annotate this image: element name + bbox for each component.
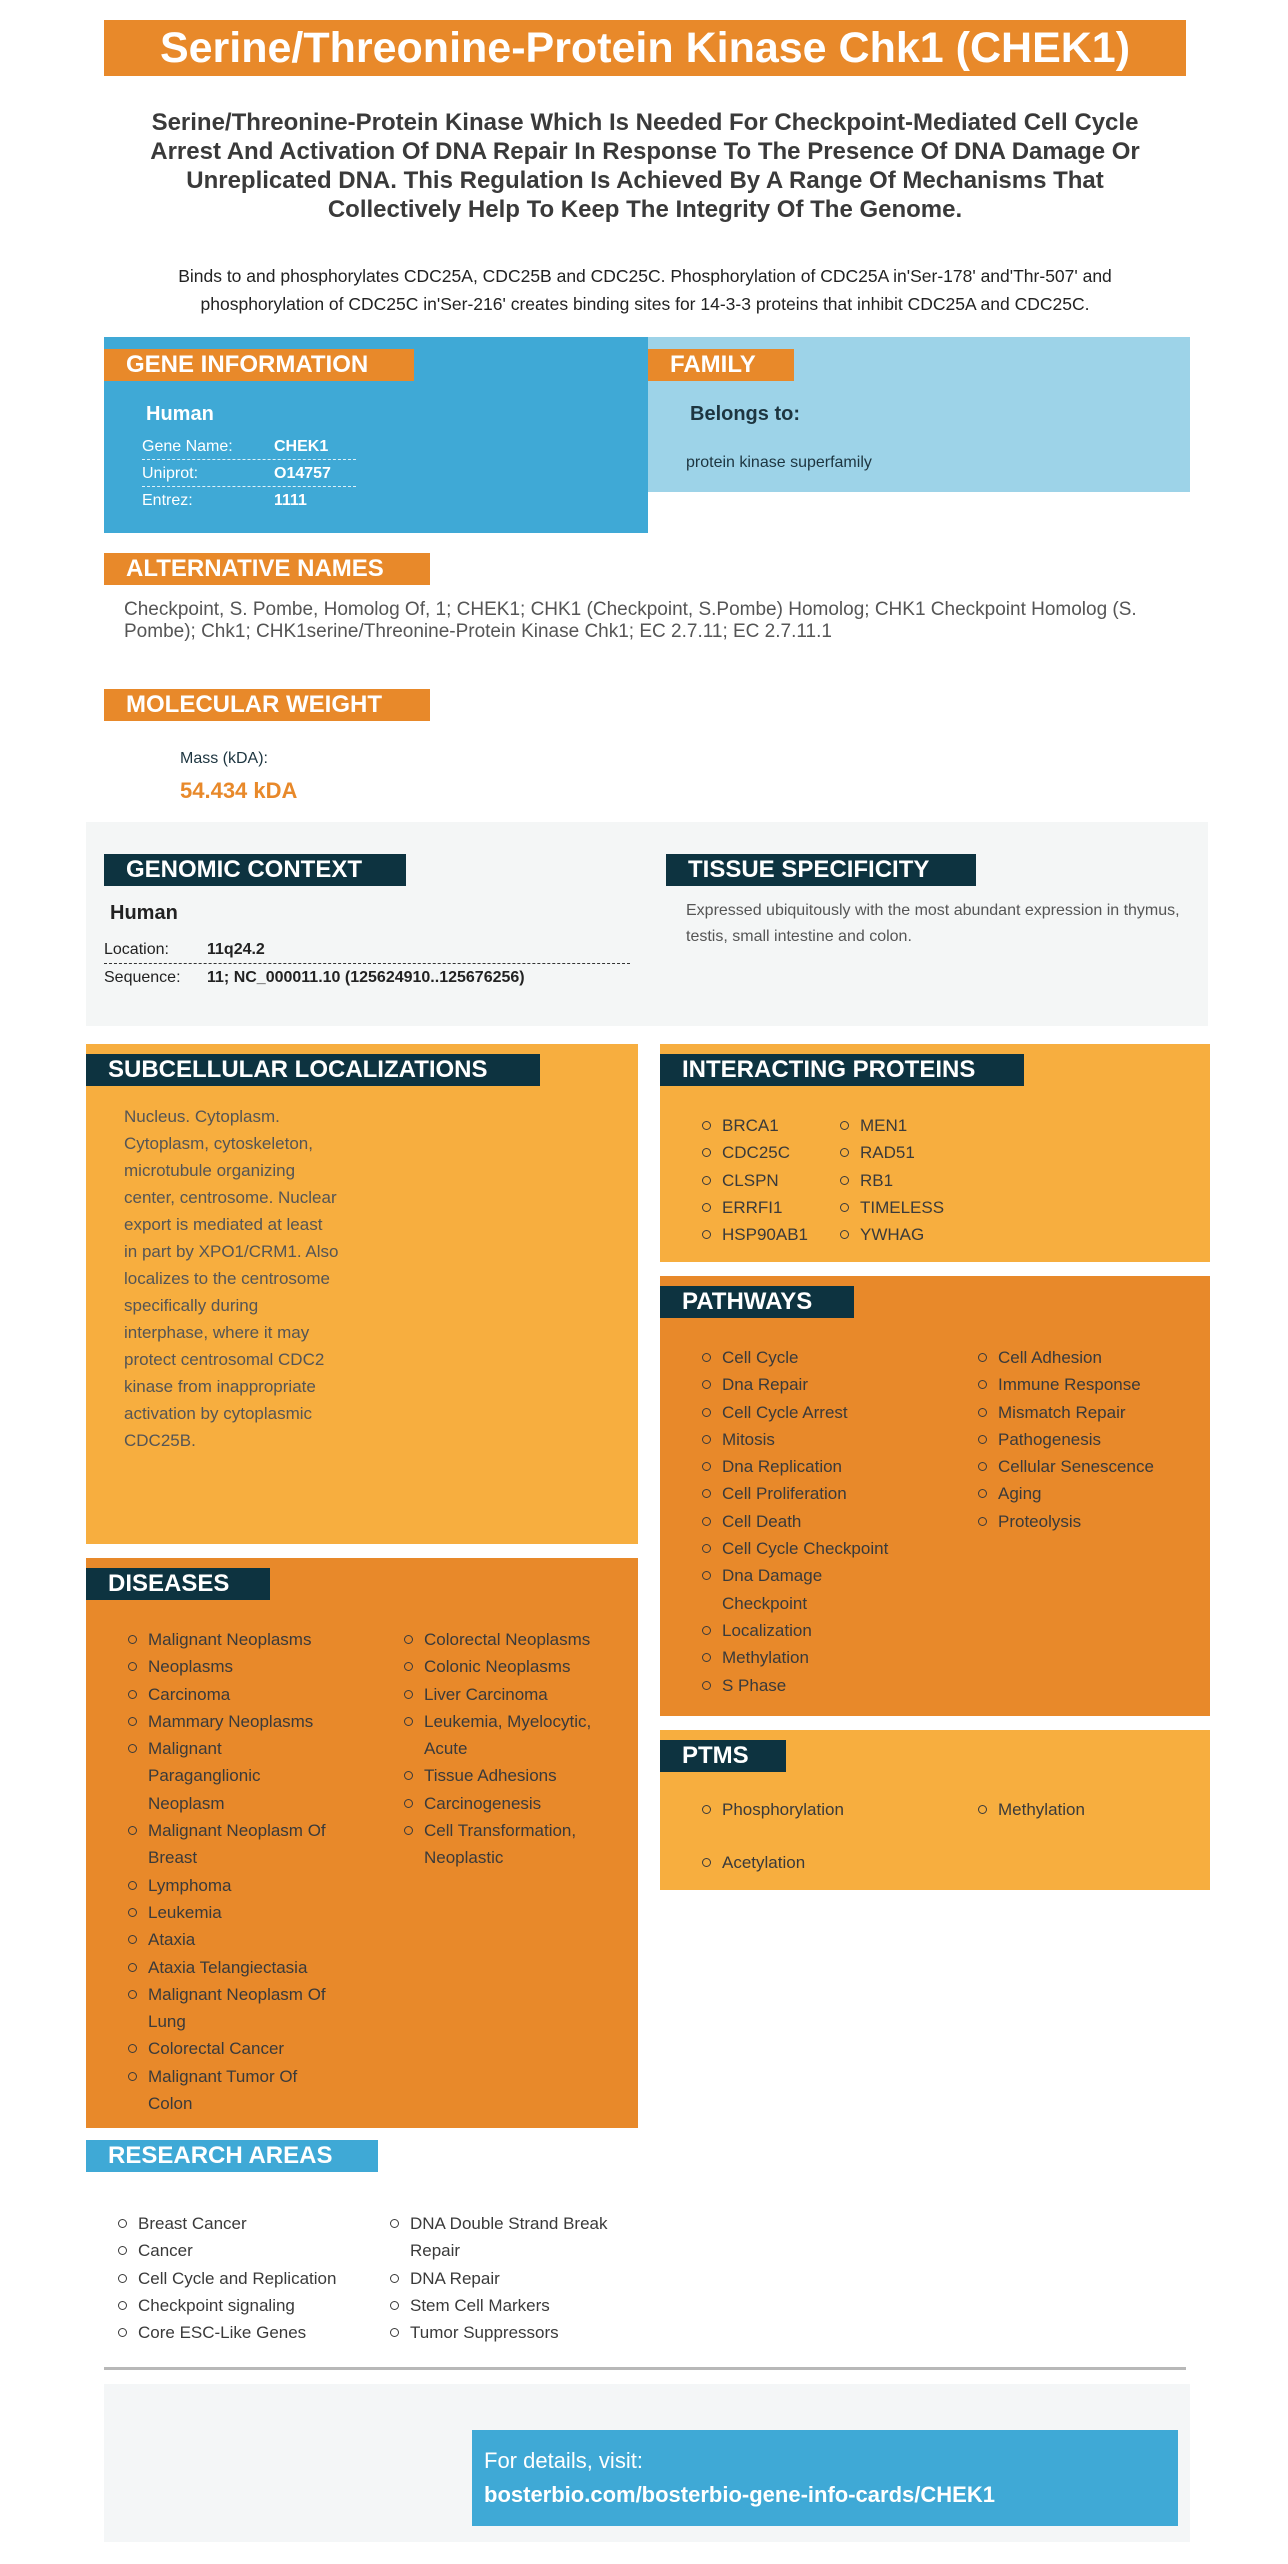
gene-species: Human: [146, 403, 214, 425]
list-item: Cell Cycle and Replication: [116, 2265, 376, 2292]
diseases-header: DISEASES: [86, 1568, 270, 1600]
entrez-value: 1111: [274, 492, 307, 509]
uniprot-value: O14757: [274, 465, 331, 482]
list-item: Breast Cancer: [116, 2210, 376, 2237]
list-item: Phosphorylation: [700, 1796, 940, 1823]
gene-name-label: Gene Name:: [142, 438, 233, 455]
details-link-box[interactable]: [472, 2430, 1178, 2526]
location-label: Location:: [104, 941, 169, 958]
list-item: RAD51: [838, 1139, 1018, 1166]
gene-information-panel: [104, 337, 648, 533]
sequence-value: 11; NC_000011.10 (125624910..125676256): [207, 969, 525, 986]
list-item: Dna Repair: [700, 1371, 940, 1398]
list-item: CLSPN: [700, 1167, 840, 1194]
list-item: Mismatch Repair: [976, 1399, 1196, 1426]
list-item: Lymphoma: [126, 1872, 366, 1899]
list-item: Cell Cycle Checkpoint: [700, 1535, 940, 1562]
list-item: Colorectal Cancer: [126, 2035, 366, 2062]
list-item: Cancer: [116, 2237, 376, 2264]
list-item: Immune Response: [976, 1371, 1196, 1398]
list-item: DNA Double Strand Break Repair: [388, 2210, 628, 2265]
gene-name-row: [142, 433, 356, 460]
list-item: RB1: [838, 1167, 1018, 1194]
list-item: Cell Cycle Arrest: [700, 1399, 940, 1426]
genomic-table: [104, 936, 630, 992]
list-item: Cell Death: [700, 1508, 940, 1535]
list-item: Carcinogenesis: [402, 1790, 622, 1817]
list-item: Stem Cell Markers: [388, 2292, 650, 2319]
list-item: MEN1: [838, 1112, 1018, 1139]
function-summary: Binds to and phosphorylates CDC25A, CDC25B and CDC25C. Phosphorylation of CDC25A in'Ser-178' and'Thr-507' and phosphorylation of CDC25C in'Ser-216' creates binding sites for 14-3-3 proteins that inhibit CDC25A and CDC25C.: [178, 266, 1112, 314]
list-item: Dna Damage Checkpoint: [700, 1562, 856, 1617]
list-item: CDC25C: [700, 1139, 840, 1166]
family-value: protein kinase superfamily: [686, 454, 872, 471]
sequence-label: Sequence:: [104, 969, 181, 986]
list-item: HSP90AB1: [700, 1221, 840, 1248]
list-item: Leukemia: [126, 1899, 366, 1926]
list-item: Aging: [976, 1480, 1196, 1507]
tissue-specificity-header: TISSUE SPECIFICITY: [666, 854, 976, 886]
ptms-list-2: [976, 1796, 1196, 1823]
list-item: Core ESC-Like Genes: [116, 2319, 376, 2346]
list-item: DNA Repair: [388, 2265, 650, 2292]
alternative-names-header: ALTERNATIVE NAMES: [104, 553, 430, 585]
list-item: Acetylation: [700, 1849, 940, 1876]
list-item: Malignant Neoplasm Of Lung: [126, 1981, 356, 2036]
list-item: Ataxia: [126, 1926, 366, 1953]
subcellular-localizations-text: Nucleus. Cytoplasm. Cytoplasm, cytoskeleton, microtubule organizing center, centrosome. Nuclear export is mediated at least in part by XPO1/CRM1. Also localizes to the centrosome specifically during interphase, where it may protect centrosomal CDC2 kinase from inappropriate activation by cytoplasmic CDC25B.: [124, 1107, 339, 1450]
details-url[interactable]: bosterbio.com/bosterbio-gene-info-cards/CHEK1: [484, 2482, 995, 2507]
pathways-list-1: [700, 1344, 940, 1699]
ptms-list-1: [700, 1796, 940, 1877]
list-item: TIMELESS: [838, 1194, 1018, 1221]
ptms-panel: [660, 1730, 1210, 1890]
research-areas-list-2: [388, 2210, 650, 2346]
interacting-proteins-list-1: [700, 1112, 840, 1248]
tissue-specificity-text: Expressed ubiquitously with the most abundant expression in thymus, testis, small intestine and colon.: [686, 902, 1180, 945]
list-item: Liver Carcinoma: [402, 1681, 622, 1708]
alternative-names-text: Checkpoint, S. Pombe, Homolog Of, 1; CHEK1; CHK1 (Checkpoint, S.Pombe) Homolog; CHK1 Checkpoint Homolog (S. Pombe); Chk1; CHK1serine/Threonine-Protein Kinase Chk1; EC 2.7.11; EC 2.7.11.1: [124, 599, 1137, 642]
list-item: Carcinoma: [126, 1681, 366, 1708]
pathways-list-2: [976, 1344, 1196, 1535]
subcellular-localizations-header: SUBCELLULAR LOCALIZATIONS: [86, 1054, 540, 1086]
list-item: ERRFI1: [700, 1194, 840, 1221]
diseases-list-2: [402, 1626, 622, 1872]
list-item: Leukemia, Myelocytic, Acute: [402, 1708, 612, 1763]
list-item: YWHAG: [838, 1221, 1018, 1248]
list-item: BRCA1: [700, 1112, 840, 1139]
family-belongs-label: Belongs to:: [690, 403, 800, 425]
gene-information-header: GENE INFORMATION: [104, 349, 414, 381]
location-row: [104, 936, 630, 964]
mass-label: Mass (kDA):: [180, 750, 268, 767]
interacting-proteins-header: INTERACTING PROTEINS: [660, 1054, 1024, 1086]
list-item: Cell Proliferation: [700, 1480, 940, 1507]
gene-info-table: [142, 433, 356, 514]
list-item: Methylation: [700, 1644, 940, 1671]
list-item: Mammary Neoplasms: [126, 1708, 366, 1735]
list-item: Colonic Neoplasms: [402, 1653, 622, 1680]
pathways-panel: [660, 1276, 1210, 1716]
family-panel: [648, 337, 1190, 492]
list-item: Cell Adhesion: [976, 1344, 1196, 1371]
ptms-header: PTMS: [660, 1740, 786, 1772]
footer-divider: [104, 2367, 1186, 2370]
list-item: Cell Transformation, Neoplastic: [402, 1817, 612, 1872]
interacting-proteins-panel: [660, 1044, 1210, 1262]
entrez-label: Entrez:: [142, 492, 193, 509]
list-item: Mitosis: [700, 1426, 940, 1453]
family-header: FAMILY: [648, 349, 794, 381]
research-areas-list-1: [116, 2210, 376, 2346]
sequence-row: [104, 964, 630, 992]
list-item: S Phase: [700, 1672, 940, 1699]
list-item: Colorectal Neoplasms: [402, 1626, 622, 1653]
interacting-proteins-list-2: [838, 1112, 1018, 1248]
list-item: Methylation: [976, 1796, 1196, 1823]
list-item: Tumor Suppressors: [388, 2319, 650, 2346]
entrez-row: [142, 487, 356, 514]
list-item: Localization: [700, 1617, 940, 1644]
list-item: Malignant Paraganglionic Neoplasm: [126, 1735, 276, 1817]
genomic-species: Human: [110, 902, 178, 924]
list-item: Tissue Adhesions: [402, 1762, 622, 1789]
gene-name-value: CHEK1: [274, 438, 329, 455]
details-label: For details, visit:: [484, 2448, 643, 2473]
genomic-context-header: GENOMIC CONTEXT: [104, 854, 406, 886]
list-item: Malignant Tumor Of Colon: [126, 2063, 326, 2118]
list-item: Checkpoint signaling: [116, 2292, 376, 2319]
uniprot-row: [142, 460, 356, 487]
page-title: Serine/Threonine-Protein Kinase Chk1 (CHEK1): [104, 20, 1186, 76]
list-item: Dna Replication: [700, 1453, 940, 1480]
list-item: Pathogenesis: [976, 1426, 1196, 1453]
list-item: Neoplasms: [126, 1653, 366, 1680]
subcellular-localizations-panel: [86, 1044, 638, 1544]
research-areas-header: RESEARCH AREAS: [86, 2140, 378, 2172]
list-item: Malignant Neoplasms: [126, 1626, 366, 1653]
molecular-weight-header: MOLECULAR WEIGHT: [104, 689, 430, 721]
list-item: Cellular Senescence: [976, 1453, 1196, 1480]
list-item: Ataxia Telangiectasia: [126, 1954, 366, 1981]
diseases-panel: [86, 1558, 638, 2128]
list-item: Cell Cycle: [700, 1344, 940, 1371]
protein-description: Serine/Threonine-Protein Kinase Which Is Needed For Checkpoint-Mediated Cell Cycle Arrest And Activation Of DNA Repair In Response To The Presence Of DNA Damage Or Unreplicated DNA. This Regulation Is Achieved By A Range Of Mechanisms That Collectively Help To Keep The Integrity Of The Genome.: [150, 109, 1140, 223]
list-item: Malignant Neoplasm Of Breast: [126, 1817, 356, 1872]
mass-value: 54.434 kDA: [180, 778, 298, 803]
uniprot-label: Uniprot:: [142, 465, 199, 482]
location-value: 11q24.2: [207, 941, 265, 958]
pathways-header: PATHWAYS: [660, 1286, 854, 1318]
genomic-tissue-panel: [86, 822, 1208, 1026]
diseases-list-1: [126, 1626, 366, 2117]
list-item: Proteolysis: [976, 1508, 1196, 1535]
